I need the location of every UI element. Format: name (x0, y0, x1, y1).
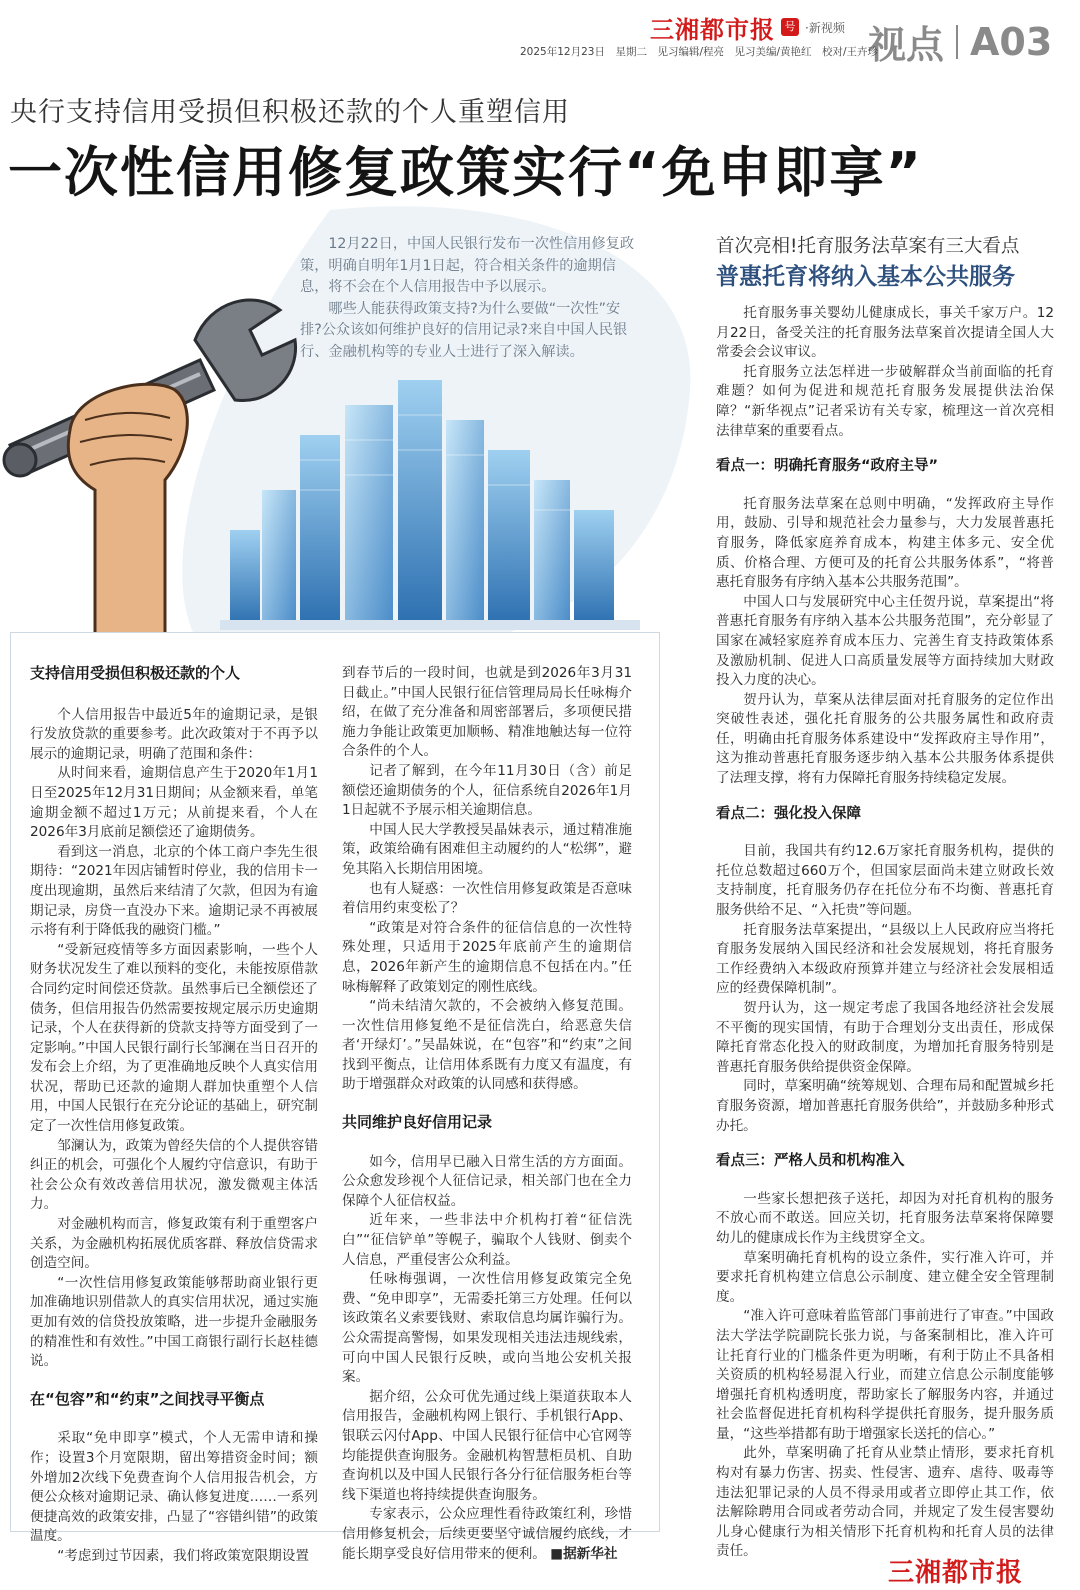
main-headline: 一次性信用修复政策实行“免申即享” (8, 141, 923, 204)
paragraph: 一些家长想把孩子送托，却因为对托育机构的服务不放心而不敢送。回应关切，托育服务法草案将保障婴幼儿的健康成长作为主线贯穿全文。 (716, 1190, 1054, 1246)
subheading: 共同维护良好信用记录 (342, 1113, 493, 1132)
subheading: 看点二：强化投入保障 (716, 805, 861, 822)
section-label (868, 14, 1052, 69)
paragraph: 采取“免申即享”模式，个人无需申请和操作；设置3个月宽限期，留出筹措资金时间；额外增加2次线下免费查询个人信用报告机会，方便公众核对逾期记录、确认修复进度……一系列便捷高效的政策安排，凸显了“容错纠错”的政策温度。 (30, 1430, 318, 1545)
paragraph: 近年来，一些非法中介机构打着“征信洗白”“征信铲单”等幌子，骗取个人钱财、倒卖个人信息，严重侵害公众利益。 (342, 1212, 632, 1268)
paragraph: 邹澜认为，政策为曾经失信的个人提供容错纠正的机会，可强化个人履约守信意识，有助于社会公众有效改善信用状况，激发微观主体活力。 (30, 1137, 318, 1213)
side-headline: 普惠托育将纳入基本公共服务 (716, 264, 1015, 290)
paragraph: “一次性信用修复政策能够帮助商业银行更加准确地识别借款人的真实信用状况，通过实施更加有效的信贷投放策略，进一步提升金融服务的精准性和有效性。”中国工商银行副行长赵桂德说。 (30, 1274, 318, 1370)
paragraph: “政策是对符合条件的征信信息的一次性特殊处理，只适用于2025年底前产生的逾期信息，2026年新产生的逾期信息不包括在内。”任咏梅解释了政策划定的刚性底线。 (342, 919, 632, 995)
main-article-column-2 (342, 664, 632, 1564)
paragraph: 中国人民大学教授吴晶妹表示，通过精准施策，政策给确有困难但主动履约的人“松绑”，避免其陷入长期信用困境。 (342, 821, 632, 877)
masthead-sub: ·新视频 (805, 20, 845, 35)
paragraph: 据介绍，公众可优先通过线上渠道获取本人信用报告，金融机构网上银行、手机银行App、银联云闪付App、中国人民银行征信中心官网等均能提供查询服务。金融机构智慧柜员机、自助查询机以及中国人民银行各分行征信服务柜台等线下渠道也将持续提供查询服务。 (342, 1388, 632, 1503)
masthead (650, 12, 845, 42)
lead-paragraph: 哪些人能获得政策支持?为什么要做“一次性”安排?公众该如何维护良好的信用记录?来自中国人民银行、金融机构等的专业人士进行了深入解读。 (300, 300, 628, 360)
paragraph: 托育服务法草案在总则中明确，“发挥政府主导作用，鼓励、引导和规范社会力量参与，大力发展普惠托育服务，降低家庭养育成本，构建主体多元、安全优质、价格合理、方便可及的托育公共服务体系”，“将普惠托育服务有序纳入基本公共服务范围”。 (716, 495, 1054, 591)
paragraph: 托育服务立法怎样进一步破解群众当前面临的托育难题？如何为促进和规范托育服务发展提供法治保障？“新华视点”记者采访有关专家，梳理这一首次亮相法律草案的重要看点。 (716, 363, 1054, 439)
subheading: 在“包容”和“约束”之间找寻平衡点 (30, 1389, 265, 1408)
paragraph: 托育服务法草案提出，“县级以上人民政府应当将托育服务发展纳入国民经济和社会发展规划，将托育服务工作经费纳入本级政府预算并建立与经济社会发展相适应的经费保障机制”。 (716, 921, 1054, 997)
footer-logo: 三湘都市报 (888, 1558, 1024, 1588)
paragraph: 中国人口与发展研究中心主任贺丹说，草案提出“将普惠托育服务有序纳入基本公共服务范围”，充分彰显了国家在减轻家庭养育成本压力、完善生育支持政策体系及激励机制、促进人口高质量发展等方面持续加大财政投入力度的决心。 (716, 593, 1054, 689)
paragraph: “考虑到过节因素，我们将政策宽限期设置 (57, 1547, 309, 1564)
byline-credit: ■据新华社 (550, 1545, 618, 1562)
paragraph: 看到这一消息，北京的个体工商户李先生很期待：“2021年因店铺暂时停业，我的信用卡一度出现逾期，虽然后来结清了欠款，但因为有逾期记录，房贷一直没办下来。逾期记录不再被展示将有利于降低我的融资门槛。” (30, 843, 318, 939)
paragraph: 也有人疑惑：一次性信用修复政策是否意味着信用约束变松了？ (342, 880, 632, 917)
paragraph: 草案明确托育机构的设立条件，实行准入许可，并要求托育机构建立信息公示制度、建立健全安全管理制度。 (716, 1249, 1054, 1305)
lead-paragraphs (300, 234, 640, 363)
subheading: 看点一：明确托育服务“政府主导” (716, 458, 939, 475)
side-article-column (716, 304, 1054, 1562)
fist-icon (68, 384, 187, 640)
paragraph: 目前，我国共有约12.6万家托育服务机构，提供的托位总数超过660万个，但国家层面尚未建立财政长效支持制度，托育服务仍存在托位分布不均衡、普惠托育服务供给不足、“入托贵”等问题。 (716, 843, 1054, 919)
paragraph: 贺丹认为，草案从法律层面对托育服务的定位作出突破性表述，强化托育服务的公共服务属性和政府责任，明确由托育服务体系建设中“发挥政府主导作用”，这为推动普惠托育服务逐步纳入基本公共服务体系提供了法理支撑，将有力保障托育服务持续稳定发展。 (716, 691, 1054, 787)
paragraph: 到春节后的一段时间，也就是到2026年3月31日截止。”中国人民银行征信管理局局长任咏梅介绍，在做了充分准备和周密部署后，多项便民措施力争能让政策更加顺畅、精准地触达每一位符合条件的个人。 (342, 665, 632, 760)
section-divider (956, 25, 958, 59)
paragraph: 此外，草案明确了托育从业禁止情形，要求托育机构对有暴力伤害、拐卖、性侵害、遗弃、虐待、吸毒等违法犯罪记录的人员不得录用或者立即停止其工作，依法解除聘用合同或者劳动合同，并规定了发生侵害婴幼儿身心健康行为相关情形下托育机构和托育人员的法律责任。 (716, 1445, 1054, 1560)
paragraph: 贺丹认为，这一规定考虑了我国各地经济社会发展不平衡的现实国情，有助于合理划分支出责任，形成保障托育常态化投入的财政制度，为增加托育服务特别是普惠托育服务供给提供资金保障。 (716, 1000, 1054, 1075)
side-kicker: 首次亮相!托育服务法草案有三大看点 (716, 236, 1020, 257)
paragraph (342, 1505, 632, 1564)
paragraph: “准入许可意味着监管部门事前进行了审查。”中国政法大学法学院副院长张力说，与备案制相比，准入许可让托育行业的门槛条件更为明晰，有利于防止不具备相关资质的机构轻易混入行业，而建立信息公示制度能够增强托育机构透明度，帮助家长了解服务内容，并通过社会监督促进托育机构科学提供托育服务，提升服务质量，“这些举措都有助于增强家长送托的信心。” (716, 1308, 1054, 1442)
main-article-column-1 (30, 664, 318, 1567)
paragraph: “尚未结清欠款的，不会被纳入修复范围。一次性信用修复绝不是征信洗白，给恶意失信者‘开绿灯’。”吴晶妹说，在“包容”和“约束”之间找到平衡点，让信用体系既有力度又有温度，有助于增强群众对政策的认同感和获得感。 (342, 998, 632, 1093)
paragraph: 如今，信用早已融入日常生活的方方面面。公众愈发珍视个人征信记录，相关部门也在全力保障个人征信权益。 (342, 1153, 632, 1209)
lead-paragraph: 12月22日，中国人民银行发布一次性信用修复政策，明确自明年1月1日起，符合相关条件的逾期信息，将不会在个人信用报告中予以展示。 (300, 236, 635, 295)
paragraph: “受新冠疫情等多方面因素影响，一些个人财务状况发生了难以预料的变化，未能按原借款合同约定时间偿还贷款。虽然事后已全额偿还了债务，但信用报告仍然需要按规定展示历史逾期记录，个人在获得新的贷款支持等方面受到了一定影响。”中国人民银行副行长邹澜在当日召开的发布会上介绍，为了更准确地反映个人真实信用状况，帮助已还款的逾期人群加快重塑个人信用，中国人民银行在充分论证的基础上，研究制定了一次性信用修复政策。 (30, 941, 318, 1135)
main-kicker: 央行支持信用受损但积极还款的个人重塑信用 (10, 97, 570, 128)
subheading: 看点三：严格人员和机构准入 (716, 1153, 905, 1170)
dateline: 2025年12月23日 星期二 见习编辑/程亮 见习美编/黄艳红 校对/王卉珍 (520, 46, 879, 58)
paragraph: 记者了解到，在今年11月30日（含）前足额偿还逾期债务的个人，征信系统自2026年1月1日起就不予展示相关逾期信息。 (342, 762, 632, 819)
paragraph: 同时，草案明确“统筹规划、合理布局和配置城乡托育服务资源，增加普惠托育服务供给”，并鼓励多种形式办托。 (716, 1078, 1054, 1134)
subheading: 支持信用受损但积极还款的个人 (30, 664, 241, 682)
paragraph: 任咏梅强调，一次性信用修复政策完全免费、“免申即享”，无需委托第三方处理。任何以该政策名义索要钱财、索取信息均属诈骗行为。公众需提高警惕，如果发现相关违法违规线索，可向中国人民银行反映，或向当地公安机关报案。 (342, 1271, 632, 1386)
video-badge-icon: 号 (781, 18, 799, 36)
paragraph: 托育服务事关婴幼儿健康成长，事关千家万户。12月22日，备受关注的托育服务法草案首次提请全国人大常委会会议审议。 (716, 305, 1054, 361)
paragraph-text: 专家表示，公众应理性看待政策红利，珍惜信用修复机会，后续更要坚守诚信履约底线，才能长期享受良好信用带来的便利。 (342, 1506, 632, 1562)
paragraph: 个人信用报告中最近5年的逾期记录，是银行发放贷款的重要参考。此次政策对于不再予以展示的逾期记录，明确了范围和条件： (30, 706, 318, 762)
page-number: A03 (970, 19, 1053, 64)
newspaper-logo: 三湘都市报 (650, 15, 775, 44)
paragraph: 从时间来看，逾期信息产生于2020年1月1日至2025年12月31日期间；从金额来看，单笔逾期金额不超过1万元；从前提来看，个人在2026年3月底前足额偿还了逾期债务。 (30, 765, 318, 841)
section-name: 视点 (868, 23, 945, 67)
paragraph: 对金融机构而言，修复政策有利于重塑客户关系，为金融机构拓展优质客群、释放信贷需求创造空间。 (30, 1216, 318, 1272)
